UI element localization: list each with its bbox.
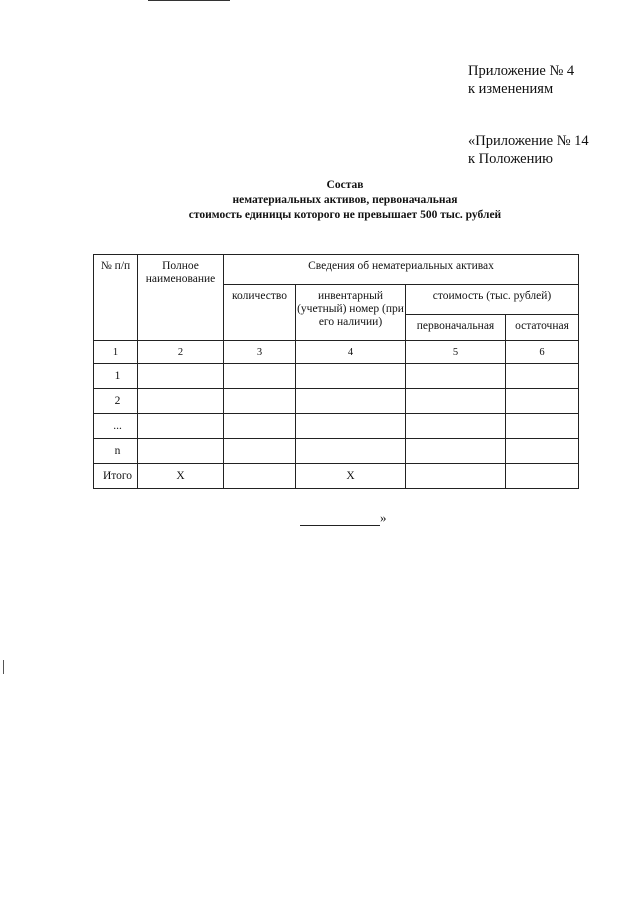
row-number: ... xyxy=(94,414,138,439)
row-number: 1 xyxy=(94,364,138,389)
cell-initial xyxy=(406,464,506,489)
cell-quantity xyxy=(224,364,296,389)
cell-inventory xyxy=(296,389,406,414)
cell-inventory xyxy=(296,439,406,464)
row-number: n xyxy=(94,439,138,464)
cell-quantity xyxy=(224,414,296,439)
cell-quantity xyxy=(224,464,296,489)
header-name: Полное наименование xyxy=(138,255,224,341)
column-number-row xyxy=(94,341,579,364)
appendix-number-14: «Приложение № 14 xyxy=(468,133,589,149)
closing-line xyxy=(300,515,380,526)
appendix-target-regulation: к Положению xyxy=(468,151,553,167)
title-line-1: Состав xyxy=(326,179,364,191)
document-title xyxy=(0,178,640,223)
header-residual: остаточная xyxy=(506,315,579,341)
total-label: Итого xyxy=(94,464,138,489)
column-number: 3 xyxy=(224,341,296,364)
header-cost: стоимость (тыс. рублей) xyxy=(406,285,579,315)
title-line-2: нематериальных активов, первоначальная xyxy=(232,194,458,206)
closing-mark xyxy=(300,510,387,526)
cell-name xyxy=(138,439,224,464)
top-rule xyxy=(148,0,230,1)
column-number: 6 xyxy=(506,341,579,364)
cell-quantity xyxy=(224,389,296,414)
total-row xyxy=(94,464,579,489)
title-line-3: стоимость единицы которого не превышает 500 тыс. рублей xyxy=(188,209,502,221)
cell-name xyxy=(138,389,224,414)
appendix-reference-regulation xyxy=(468,132,589,168)
header-initial: первоначальная xyxy=(406,315,506,341)
column-number: 2 xyxy=(138,341,224,364)
cell-residual xyxy=(506,389,579,414)
cell-name xyxy=(138,364,224,389)
header-row-1 xyxy=(94,255,579,285)
cell-residual xyxy=(506,439,579,464)
appendix-reference-changes xyxy=(468,62,574,98)
header-info: Сведения об нематериальных активах xyxy=(224,255,579,285)
header-num: № п/п xyxy=(94,255,138,341)
header-inventory: инвентарный (учетный) номер (при его наличии) xyxy=(296,285,406,341)
table-row xyxy=(94,414,579,439)
cell-inventory xyxy=(296,414,406,439)
cell-residual xyxy=(506,414,579,439)
margin-mark xyxy=(3,660,4,674)
row-number: 2 xyxy=(94,389,138,414)
closing-quote: » xyxy=(380,510,387,525)
assets-table xyxy=(93,254,579,489)
cell-residual xyxy=(506,364,579,389)
cell-initial xyxy=(406,364,506,389)
appendix-target: к изменениям xyxy=(468,81,554,97)
cell-inventory xyxy=(296,364,406,389)
total-name-mark: Х xyxy=(138,464,224,489)
total-inventory-mark: Х xyxy=(296,464,406,489)
column-number: 1 xyxy=(94,341,138,364)
column-number: 5 xyxy=(406,341,506,364)
table-row xyxy=(94,389,579,414)
cell-initial xyxy=(406,414,506,439)
column-number: 4 xyxy=(296,341,406,364)
cell-quantity xyxy=(224,439,296,464)
cell-initial xyxy=(406,389,506,414)
cell-residual xyxy=(506,464,579,489)
cell-name xyxy=(138,414,224,439)
table-row xyxy=(94,364,579,389)
table-row xyxy=(94,439,579,464)
header-quantity: количество xyxy=(224,285,296,341)
cell-initial xyxy=(406,439,506,464)
appendix-number: Приложение № 4 xyxy=(468,63,575,79)
